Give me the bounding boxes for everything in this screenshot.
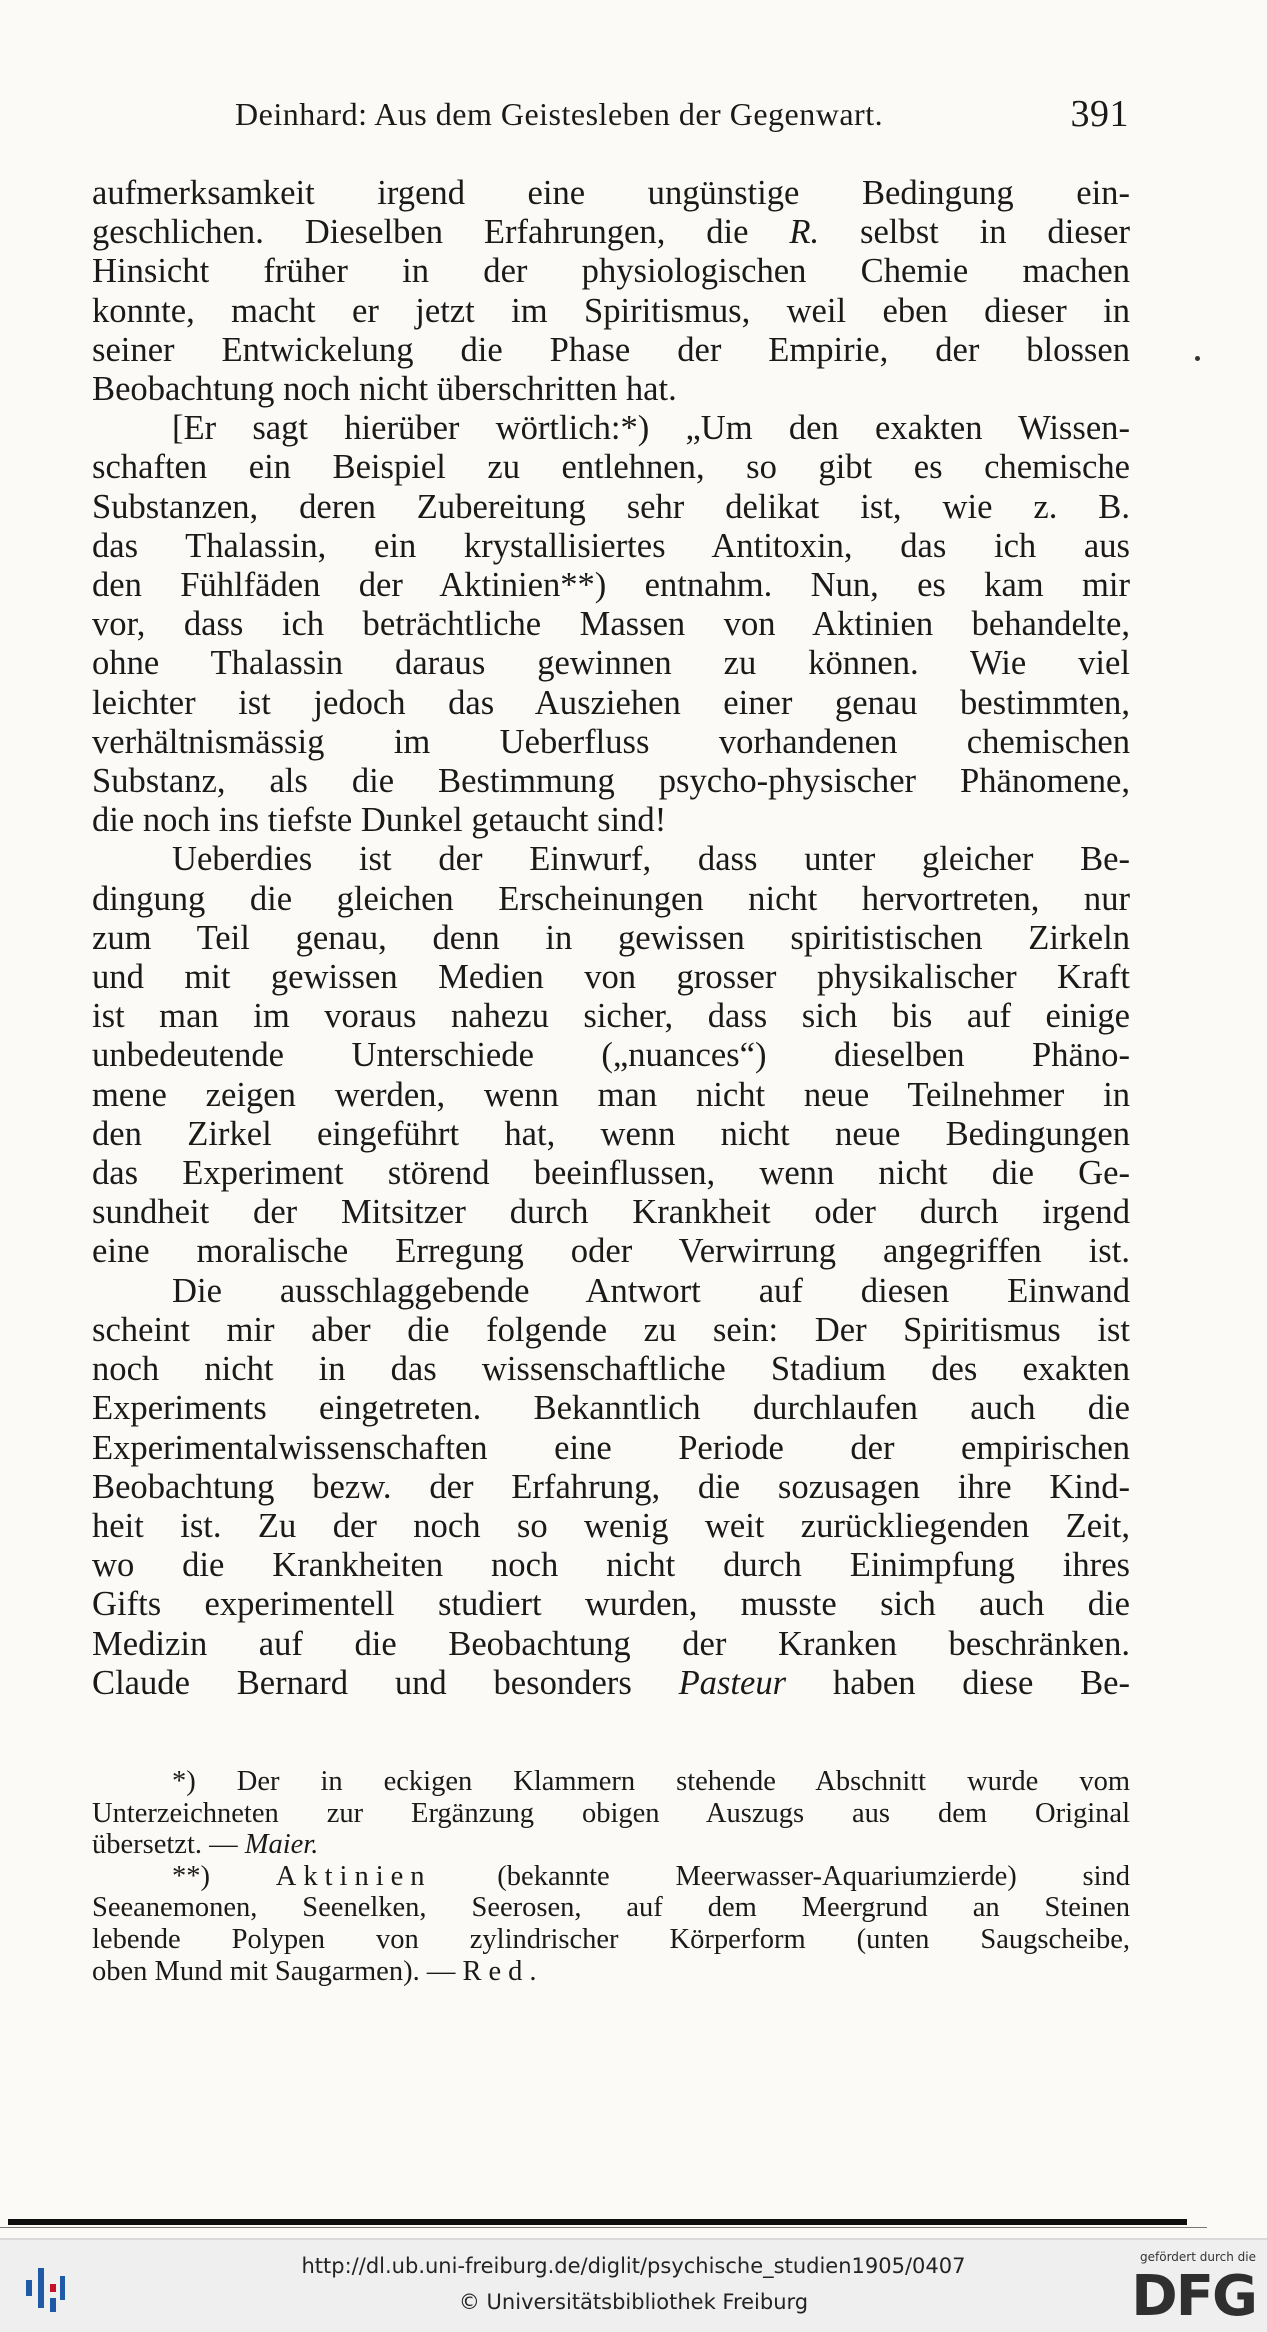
footnote-line: **) Aktinien (bekannte Meerwasser-Aquariumzierde) sind <box>172 1860 1130 1892</box>
text-line: Medizin auf die Beobachtung der Kranken beschränken. <box>92 1624 1130 1663</box>
page-number: 391 <box>1070 93 1129 135</box>
text-line: wo die Krankheiten noch nicht durch Einimpfung ihres <box>92 1546 1130 1585</box>
viewer-footer <box>0 2238 1267 2332</box>
footnotes <box>92 1766 1130 1987</box>
scan-edge-rule-thin <box>0 2227 1207 2228</box>
text-line: Die ausschlaggebende Antwort auf diesen Einwand <box>172 1271 1130 1310</box>
text-line: seiner Entwickelung die Phase der Empirie, der blossen <box>92 330 1130 369</box>
footnote-line: *) Der in eckigen Klammern stehende Abschnitt wurde vom <box>172 1766 1130 1797</box>
footnote-line: lebende Polypen von zylindrischer Körperform (unten Saugscheibe, <box>92 1923 1130 1955</box>
text-line: die noch ins tiefste Dunkel getaucht sind! <box>92 801 667 840</box>
text-line: Experimentalwissenschaften eine Periode der empirischen <box>92 1428 1130 1467</box>
text-line: Beobachtung noch nicht überschritten hat. <box>92 370 677 409</box>
text-line: zum Teil genau, denn in gewissen spiritistischen Zirkeln <box>92 918 1130 957</box>
text-line: Gifts experimentell studiert wurden, musste sich auch die <box>92 1585 1130 1624</box>
body-text <box>92 174 1130 1703</box>
text-line: [Er sagt hierüber wörtlich:*) „Um den exakten Wissen- <box>172 409 1130 448</box>
text-line: dingung die gleichen Erscheinungen nicht hervortreten, nur <box>92 879 1130 918</box>
text-line: eine moralische Erregung oder Verwirrung angegriffen ist. <box>92 1232 1130 1271</box>
italic-name: R. <box>789 213 820 252</box>
text-line: verhältnismässig im Ueberfluss vorhandenen chemischen <box>92 722 1130 761</box>
text-line: das Experiment störend beeinflussen, wenn nicht die Ge- <box>92 1154 1130 1193</box>
running-title: Deinhard: Aus dem Geistesleben der Gegenwart. <box>235 96 884 132</box>
running-head <box>90 92 1129 138</box>
text-line: den Fühlfäden der Aktinien**) entnahm. Nun, es kam mir <box>92 566 1130 605</box>
text-line: geschlichen. Dieselben Erfahrungen, die R. selbst in dieser <box>92 213 1130 252</box>
text-line: vor, dass ich beträchtliche Massen von Aktinien behandelte, <box>92 605 1130 644</box>
text-line: Substanz, als die Bestimmung psycho-physischer Phänomene, <box>92 762 1130 801</box>
text-line: Ueberdies ist der Einwurf, dass unter gleicher Be- <box>172 840 1130 879</box>
text-line: sundheit der Mitsitzer durch Krankheit oder durch irgend <box>92 1193 1130 1232</box>
footnote-line: Seeanemonen, Seenelken, Seerosen, auf dem Meergrund an Steinen <box>92 1892 1130 1924</box>
copyright-notice: © Universitätsbibliothek Freiburg <box>458 2290 809 2314</box>
text-line: das Thalassin, ein krystallisiertes Antitoxin, das ich aus <box>92 526 1130 565</box>
margin-dot <box>1195 356 1200 361</box>
text-line: Beobachtung bezw. der Erfahrung, die sozusagen ihre Kind- <box>92 1467 1130 1506</box>
dfg-tagline: gefördert durch die <box>1140 2250 1256 2264</box>
italic-name: Pasteur <box>678 1663 787 1702</box>
footnote-line: Unterzeichneten zur Ergänzung obigen Auszugs aus dem Original <box>92 1797 1130 1829</box>
dfg-logo-icon <box>1116 2250 1256 2328</box>
text-line: noch nicht in das wissenschaftliche Stadium des exakten <box>92 1350 1130 1389</box>
dfg-logo-text: DFG <box>1131 2264 1256 2329</box>
text-line: scheint mir aber die folgende zu sein: Der Spiritismus ist <box>92 1310 1130 1349</box>
text-line: den Zirkel eingeführt hat, wenn nicht neue Bedingungen <box>92 1114 1130 1153</box>
text-line: Experiments eingetreten. Bekanntlich durchlaufen auch die <box>92 1389 1130 1428</box>
text-line: schaften ein Beispiel zu entlehnen, so gibt es chemische <box>92 448 1130 487</box>
footnote-line: übersetzt. — Maier. <box>92 1829 319 1861</box>
text-line: konnte, macht er jetzt im Spiritismus, weil eben dieser in <box>92 291 1130 330</box>
italic-name: Maier. <box>244 1829 319 1861</box>
text-line: mene zeigen werden, wenn man nicht neue Teilnehmer in <box>92 1075 1130 1114</box>
text-line: Hinsicht früher in der physiologischen Chemie machen <box>92 252 1130 291</box>
scan-edge-rule <box>8 2219 1187 2225</box>
document-url-link[interactable]: http://dl.ub.uni-freiburg.de/diglit/psychische_studien1905/0407 <box>301 2254 966 2278</box>
spaced-word: Aktinien <box>275 1860 432 1892</box>
text-line: heit ist. Zu der noch so wenig weit zurückliegenden Zeit, <box>92 1506 1130 1545</box>
text-line: ohne Thalassin daraus gewinnen zu können. Wie viel <box>92 644 1130 683</box>
text-line: aufmerksamkeit irgend eine ungünstige Bedingung ein- <box>92 174 1130 212</box>
text-line: leichter ist jedoch das Ausziehen einer genau bestimmten, <box>92 683 1130 722</box>
text-line: ist man im voraus nahezu sicher, dass sich bis auf einige <box>92 997 1130 1036</box>
text-line: Claude Bernard und besonders Pasteur haben diese Be- <box>92 1663 1130 1702</box>
footnote-line: oben Mund mit Saugarmen). — Red. <box>92 1955 544 1987</box>
text-line: Substanzen, deren Zubereitung sehr delikat ist, wie z. B. <box>92 487 1130 526</box>
text-line: unbedeutende Unterschiede („nuances“) dieselben Phäno- <box>92 1036 1130 1075</box>
text-line: und mit gewissen Medien von grosser physikalischer Kraft <box>92 958 1130 997</box>
spaced-word: Red. <box>462 1955 544 1987</box>
